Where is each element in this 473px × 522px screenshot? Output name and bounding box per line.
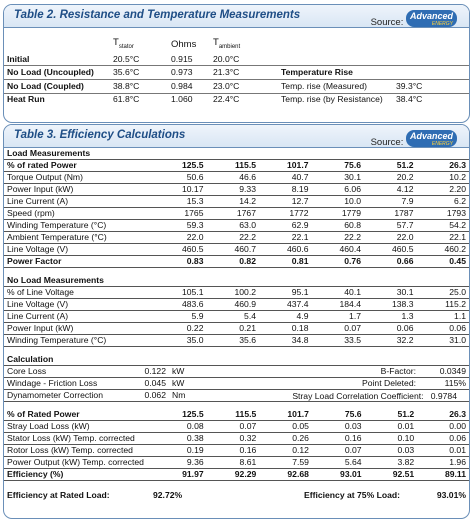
dyno-row: Dynamometer Correction 0.062 Nm <box>4 390 469 402</box>
col-tstator: $T_{stator}$ <box>113 37 134 50</box>
table-row: No Load (Uncoupled) 35.6°C 0.973 21.3°C Temperature Rise <box>4 66 469 80</box>
core-loss-row: Core Loss 0.122 kW B-Factor: 0.0349 <box>4 366 469 378</box>
table-row: Power Output (kW) Temp. corrected 9.36 8.61 7.59 5.64 3.82 1.96 <box>4 457 469 469</box>
eff-rated-label: Efficiency at Rated Load: <box>7 490 110 500</box>
windage-row: Windage - Friction Loss 0.045 kW Point Deleted: 115% <box>4 378 469 390</box>
efficiency-summary <box>4 489 469 502</box>
table3-title: Table 3. Efficiency Calculations <box>14 129 186 141</box>
table-row: Torque Output (Nm) 50.6 46.6 40.7 30.1 20.2 10.2 <box>4 172 469 184</box>
table2 <box>4 37 469 106</box>
load-heading: Load Measurements <box>4 148 469 160</box>
table-row: Line Current (A) 15.3 14.2 12.7 10.0 7.9 6.2 <box>4 196 469 208</box>
eff-75-label: Efficiency at 75% Load: <box>304 490 400 500</box>
table-row: Ambient Temperature (°C) 22.0 22.2 22.1 22.2 22.0 22.1 <box>4 232 469 244</box>
load-measurements-table <box>4 148 469 354</box>
table3-source <box>371 130 457 148</box>
advanced-energy-logo: Advanced ENERGY <box>406 130 457 147</box>
col-ohms: Ohms <box>171 39 197 51</box>
rated-power-table <box>4 409 469 489</box>
table-row: Winding Temperature (°C) 59.3 63.0 62.9 60.8 57.7 54.2 <box>4 220 469 232</box>
table-row: Power Input (kW) 10.17 9.33 8.19 6.06 4.12 2.20 <box>4 184 469 196</box>
table-row: Winding Temperature (°C) 35.0 35.6 34.8 33.5 32.2 31.0 <box>4 335 469 347</box>
efficiency-row: Efficiency (%) 91.97 92.29 92.68 93.01 92.51 89.11 <box>4 469 469 481</box>
noload-heading: No Load Measurements <box>4 275 469 287</box>
table-row: Line Voltage (V) 460.5 460.7 460.6 460.4 460.5 460.2 <box>4 244 469 256</box>
table-row: No Load (Coupled) 38.8°C 0.984 23.0°C Temp. rise (Measured) 39.3°C <box>4 80 469 94</box>
load-rows <box>4 172 469 256</box>
table2-source <box>371 10 457 28</box>
rated-rows <box>4 421 469 469</box>
table-row: Stray Load Loss (kW) 0.08 0.07 0.05 0.03 0.01 0.00 <box>4 421 469 433</box>
table3-header <box>4 125 469 148</box>
table-row: Line Voltage (V) 483.6 460.9 437.4 184.4 138.3 115.2 <box>4 299 469 311</box>
table2-panel <box>3 4 470 123</box>
table3-panel <box>3 124 470 519</box>
table-row: Speed (rpm) 1765 1767 1772 1779 1787 1793 <box>4 208 469 220</box>
table-row: % of Line Voltage 105.1 100.2 95.1 40.1 30.1 25.0 <box>4 287 469 299</box>
stray-coefficient: Stray Load Correlation Coefficient: 0.9784 <box>292 391 457 401</box>
noload-rows <box>4 287 469 347</box>
power-factor-row: Power Factor 0.83 0.82 0.81 0.76 0.66 0.45 <box>4 256 469 268</box>
table-row: Power Input (kW) 0.22 0.21 0.18 0.07 0.06 0.06 <box>4 323 469 335</box>
table2-title: Table 2. Resistance and Temperature Measurements <box>14 9 301 21</box>
rated-header-row: % of Rated Power 125.5 115.5 101.7 75.6 51.2 26.3 <box>4 409 469 421</box>
table-row: Rotor Loss (kW) Temp. corrected 0.19 0.16 0.12 0.07 0.03 0.01 <box>4 445 469 457</box>
table2-column-headers <box>4 37 469 53</box>
eff-75-value: 93.01% <box>436 490 466 500</box>
calc-heading: Calculation <box>4 354 469 366</box>
table-row: Stator Loss (kW) Temp. corrected 0.38 0.32 0.26 0.16 0.10 0.06 <box>4 433 469 445</box>
table2-header <box>4 5 469 28</box>
table-row: Heat Run 61.8°C 1.060 22.4°C Temp. rise (by Resistance) 38.4°C <box>7 94 423 105</box>
table-row: Initial 20.5°C 0.915 20.0°C <box>4 53 469 66</box>
source-label: Source: <box>370 137 404 148</box>
table-row: Line Current (A) 5.9 5.4 4.9 1.7 1.3 1.1 <box>4 311 469 323</box>
source-label: Source: <box>370 17 404 28</box>
advanced-energy-logo: Advanced ENERGY <box>406 10 457 27</box>
col-tambient: $T_{ambient}$ <box>213 37 241 50</box>
eff-rated-value: 92.72% <box>153 490 183 500</box>
load-header-row: % of rated Power 125.5 115.5 101.7 75.6 51.2 26.3 <box>4 160 469 172</box>
